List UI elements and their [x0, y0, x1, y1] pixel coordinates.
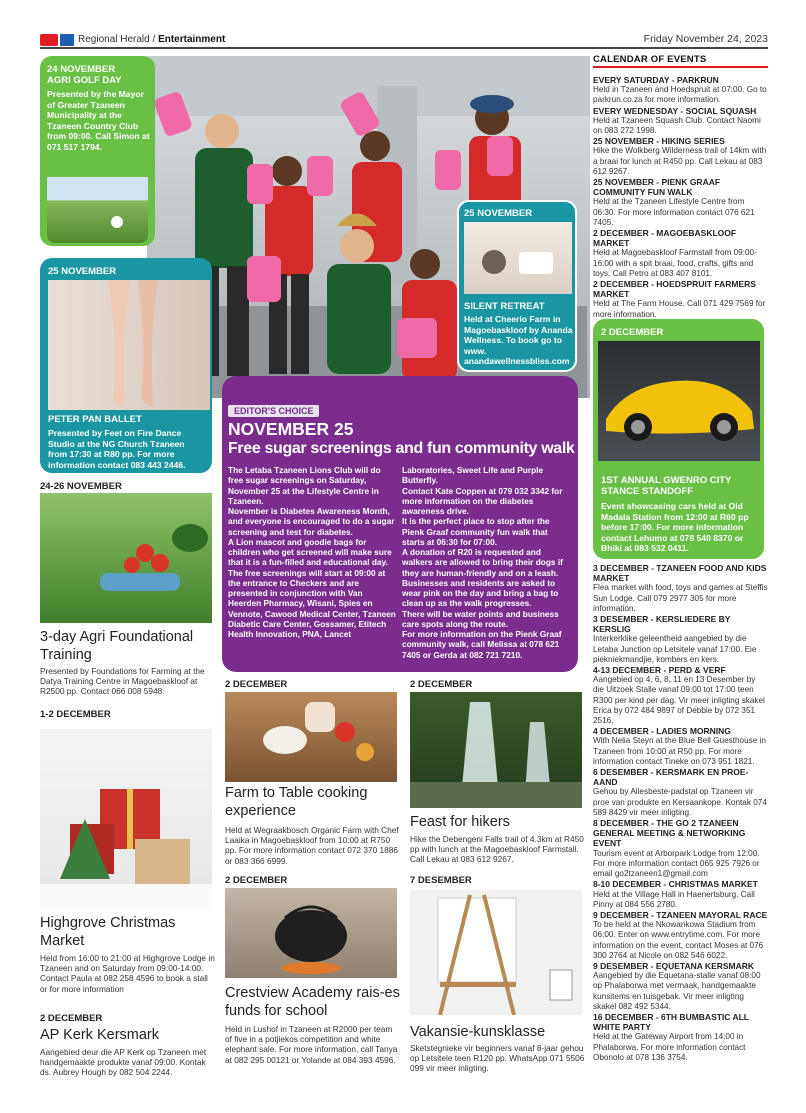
gwenro-date: 2 DECEMBER [601, 327, 664, 338]
retreat-card [457, 200, 577, 372]
calendar-list-top [593, 75, 768, 320]
calendar-entry-text: Flea market with food, toys and games at Steffis Sun Lodge. Call 079 2977 305 for more information. [593, 583, 768, 613]
calendar-entry-heading: 25 NOVEMBER - PIENK GRAAF COMMUNITY FUN WALK [593, 177, 721, 198]
apkerk-title: AP Kerk Kersmark [40, 1027, 159, 1043]
calendar-entry-heading: 4 DECEMBER - LADIES MORNING [593, 726, 731, 737]
crestview-date: 2 DECEMBER [225, 875, 288, 886]
issue-date: Friday November 24, 2023 [643, 33, 768, 45]
calendar-entry [593, 279, 768, 320]
potjie-photo [225, 888, 397, 978]
calendar-entry-heading: 16 DECEMBER - 6TH BUMBASTIC ALL WHITE PARTY [593, 1011, 749, 1033]
calendar-entry [593, 136, 768, 177]
calendar-entry-heading: 2 DECEMBER - MAGOEBASKLOOF MARKET [593, 228, 737, 249]
gwenro-title: 1ST ANNUAL GWENRO CITY STANCE STANDOFF [601, 475, 732, 497]
calendar-entry-text: Held at The Farm House. Call 071 429 7569 for more information. [593, 299, 766, 319]
calendar-title: CALENDAR OF EVENTS [593, 54, 768, 68]
calendar-entry [593, 75, 768, 106]
calendar-entry-heading: 25 NOVEMBER - HIKING SERIES [593, 136, 725, 147]
retreat-date: 25 NOVEMBER [464, 208, 533, 219]
agri-golf-card [40, 56, 155, 246]
calendar-entry-heading: 9 DESEMBER - EQUETANA KERSMARK [593, 960, 755, 971]
vakansie-body: Sketstegnieke vir beginners vanaf 8-jaar gehou op Letsitele teen R120 pp. WhatsApp 071 5506 099 vir meer inligting. [410, 1043, 585, 1074]
section-name: Entertainment [158, 34, 226, 45]
ballet-card [40, 258, 212, 473]
retreat-photo [464, 222, 572, 294]
calendar-entry [593, 767, 768, 818]
calendar-entry-heading: 9 DECEMBER - TZANEEN MAYORAL RACE [593, 909, 768, 920]
section-label: Regional Herald / Entertainment [78, 34, 226, 45]
apkerk-date: 2 DECEMBER [40, 1013, 103, 1024]
calendar-entry-text: Held at Magoebaskloof Farmstall from 09:00-16:00 with a spit braai, food, crafts, gifts and toys. Call Petro at 083 407 8101. [593, 248, 757, 278]
easel-photo [410, 890, 582, 1015]
crestview-body: Held in Lushof in Tzaneen at R2000 per team of five in a potjiekos competition and white elephant sale. For more information, call Tanya at 082 295 00121 or Yolande at 084 393 4596. [225, 1024, 398, 1065]
calendar-entry-heading: 8 DECEMBER - THE GO 2 TZANEEN GENERAL MEETING & NETWORKING EVENT [593, 818, 746, 849]
header-rule [40, 47, 768, 49]
hikers-body: Hike the Debengeni Falls trail of 4.3km at R450 pp with lunch at the Magoebaskloof Farmstall. Call Lekau at 083 612 9267. [410, 834, 584, 865]
calendar-entry [593, 818, 768, 879]
editors-badge: EDITOR'S CHOICE [228, 405, 319, 417]
editors-date: NOVEMBER 25 [228, 419, 354, 439]
ballet-body: Presented by Feet on Fire Dance Studio at the NG Church Tzaneen from 17:30 at R80 pp. For more information contact 083 443 2446. [48, 428, 186, 470]
calendar-entry-text: Held in Tzaneen and Hoedspruit at 07:00. Go to parkrun.co.za for more information. [593, 85, 767, 105]
calendar-entry-heading: 3 DECEMBER - TZANEEN FOOD AND KIDS MARKET [593, 563, 767, 584]
vegetables-photo [40, 493, 212, 623]
calendar-entry-heading: 2 DECEMBER - HOEDSPRUIT FARMERS MARKET [593, 279, 756, 300]
calendar-list-bottom [593, 563, 768, 1063]
golf-photo [47, 177, 148, 243]
agri-training-title: 3-day Agri Foundational Training [40, 629, 194, 663]
hikers-title: Feast for hikers [410, 814, 510, 830]
calendar-entry-text: With Nelia Steyn at the Blue Bell Guesthouse in Tzaneen from 10:00 at R50 pp. For more information contact Tineke on 073 951 1821. [593, 736, 766, 766]
calendar-entry-heading: 3 DESEMBER - KERSLIEDERE BY KERSLIG [593, 614, 731, 635]
agri-training-date: 24-26 NOVEMBER [40, 481, 122, 492]
editors-choice-card [222, 376, 578, 672]
calendar-entry-text: Held at the Tzaneen Lifestyle Centre from 06:30. For more information contact 076 621 7405. [593, 197, 755, 227]
calendar-entry-text: Gehou by Allesbeste-padstal op Tzaneen vir proe van produkte en Kersaankope. Kontak 074 589 8429 vir meer inligting. [593, 787, 767, 817]
calendar-entry-text: Hike the Wolkberg Wilderness trail of 14km with a braai for lunch at R450 pp. Call Lekau at 083 612 9267. [593, 146, 767, 176]
calendar-entry-heading: 8-10 DECEMBER - CHRISTMAS MARKET [593, 879, 758, 890]
highgrove-body: Held from 16:00 to 21:00 at Highgrove Lodge in Tzaneen and on Saturday from 09:00-14:00. Contact Paula at 082 258 4596 to book a stall or for more information [40, 953, 215, 994]
calendar-entry [593, 228, 768, 279]
calendar-entry-heading: 6 DESEMBER - KERSMARK EN PROE-AAND [593, 767, 749, 788]
car-photo [598, 341, 760, 461]
editors-col1: The Letaba Tzaneen Lions Club will do free sugar screenings on Saturday, November 25 at the Lifestyle Centre in Tzaneen. November is Diabetes Awareness Month, and everyone is encouraged to do a sugar screening and test for diabetes. A Lion mascot and goodie bags for children who get screened will make sure that it is a fun-filled and educational day. The free screenings will start at 09:00 at the entrance to Checkers and are presented in conjunction with Van Heerden Pharmacy, Wisani, Spies en Vennote, Cawood Medical Center, Tzaneen Diabetic Care Center, Gossamer, Etitech Health Innovation, PNA, Lancet [228, 465, 396, 639]
calendar-entry-text: Aangebied op 4, 6, 8, 11 en 13 Desember by die Uitzoek Stalle vanaf 09:00 tot 17:00 teen R300 per kind per dag. Vir meer inligting skakel Erica by 072 484 9897 of Debbie by 072 351 2516. [593, 675, 765, 726]
calendar-entry [593, 563, 768, 614]
waterfall-photo [410, 692, 582, 808]
christmas-gifts-photo [40, 729, 212, 909]
calendar-entry-text: To be held at the Nkowankowa Stadium from 06:00. Enter on www.entrytime.com. For more information on the event, contact Moses at 076 300 2764 at Nicole on 082 546 6022. [593, 920, 764, 960]
calendar-entry-heading: EVERY WEDNESDAY - SOCIAL SQUASH [593, 105, 757, 116]
ballet-photo [48, 280, 210, 410]
retreat-body: Held at Cheerio Farm in Magoebaskloof by Ananda Wellness. To book go to www. anandawellnessbliss.com [464, 314, 573, 366]
page-header [0, 0, 806, 46]
hikers-date: 2 DECEMBER [410, 679, 473, 690]
calendar-entry [593, 106, 768, 137]
calendar-entry-text: Held at Tzaneen Squash Club. Contact Naomi on 083 272 1998. [593, 115, 761, 136]
calendar-entry-text: Aangebied by die Equetana-stalle vanaf 08:00 op Phalaborwa met vermaak, handgemaakte kunsitems en tuisgebak. Vir meer inligting skakel 082 492 5344. [593, 971, 761, 1011]
ballet-title: PETER PAN BALLET [48, 414, 142, 425]
calendar-entry-text: Tourism event at Arborpark Lodge from 12:00. For more information contact 065 925 7926 or email go2tzaneen1@gmail.com [593, 848, 760, 879]
highgrove-date: 1-2 DECEMBER [40, 709, 111, 720]
cooking-photo [225, 692, 397, 782]
retreat-title: SILENT RETREAT [464, 301, 545, 312]
vakansie-date: 7 DESEMBER [410, 875, 472, 886]
agri-training-body: Presented by Foundations for Farming at the Datya Training Centre in Magoebaskloof at R2500 pp. Contact 066 008 5948. [40, 666, 205, 697]
highgrove-title: Highgrove Christmas Market [40, 915, 176, 949]
calendar-entry [593, 614, 768, 665]
calendar-entry [593, 665, 768, 726]
farm-date: 2 DECEMBER [225, 679, 288, 690]
calendar-entry-heading: EVERY SATURDAY - PARKRUN [593, 75, 719, 85]
vakansie-title: Vakansie-kunsklasse [410, 1024, 546, 1040]
editors-title: Free sugar screenings and fun community walk [228, 440, 575, 457]
agri-golf-heading: 24 NOVEMBER AGRI GOLF DAY [47, 64, 122, 86]
calendar-entry [593, 961, 768, 1012]
gwenro-card [593, 319, 764, 559]
calendar-entry-text: Held at the Gateway Airport from 14:00 in Phalaborwa. For more information contact Obonolo at 078 136 3754. [593, 1032, 746, 1062]
paper-name: Regional Herald [78, 34, 150, 45]
logo-blue-block [60, 34, 74, 46]
calendar-entry-text: Interkerklike geleentheid aangebied by die Letaba Junction op Letsitele vanaf 17:00. Eie piekniekmandjie, kombers en kers. [593, 634, 757, 664]
farm-body: Held at Wegraakbosch Organic Farm with Chef Laaika in Magoebaskloof from 10:00 at R750 pp. For more information contact 072 370 1886 or 083 366 6999. [225, 825, 399, 866]
calendar-entry [593, 1012, 768, 1063]
calendar-entry [593, 177, 768, 228]
crestview-title: Crestview Academy rais-es funds for school [225, 985, 400, 1019]
agri-golf-body: Presented by the Mayor of Greater Tzaneen Municipality at the Tzaneen Country Club from 09:00. Call Simon at 071 517 1794. [47, 89, 150, 152]
editors-col2: Laboratories, Sweet Life and Purple Butterfly. Contact Kate Coppen at 079 032 3342 for more information on the diabetes awareness drive. It is the perfect place to stop after the Pienk Graaf community fun walk that starts at 06:30 for 07:00. A donation of R20 is requested and walkers are allowed to bring their dogs if they are human-friendly and on a leash. Businesses and residents are asked to wear pink on the day and bring a bag to clean up as the walk progresses. There will be water points and business care spots along the route. For more information on the Pienk Graaf community walk, call Melissa at 078 621 7405 or Gerda at 082 721 7210. [402, 465, 563, 660]
calendar-entry-heading: 4-13 DECEMBER - PERD & VERF [593, 665, 726, 676]
calendar-entry [593, 910, 768, 961]
farm-title: Farm to Table cooking experience [225, 785, 368, 819]
calendar-entry [593, 726, 768, 767]
gwenro-body: Event showcasing cars held at Old Madala Station from 12:00 at R60 pp before 17:00. For more information contact Lehumo at 078 540 8370 or Bhiki at 083 532 0411. [601, 501, 749, 553]
ballet-date: 25 NOVEMBER [48, 266, 117, 277]
apkerk-body: Aangebied deur die AP Kerk op Tzaneen met handgemaakte produkte vanaf 09:00. Kontak ds. Aubrey Hough by 082 504 2244. [40, 1047, 207, 1078]
calendar-entry-text: Held at the Village Hall in Haenertsburg. Call Pinny at 084 556 2780. [593, 889, 755, 909]
calendar-entry [593, 879, 768, 910]
logo-red-block [40, 34, 58, 46]
